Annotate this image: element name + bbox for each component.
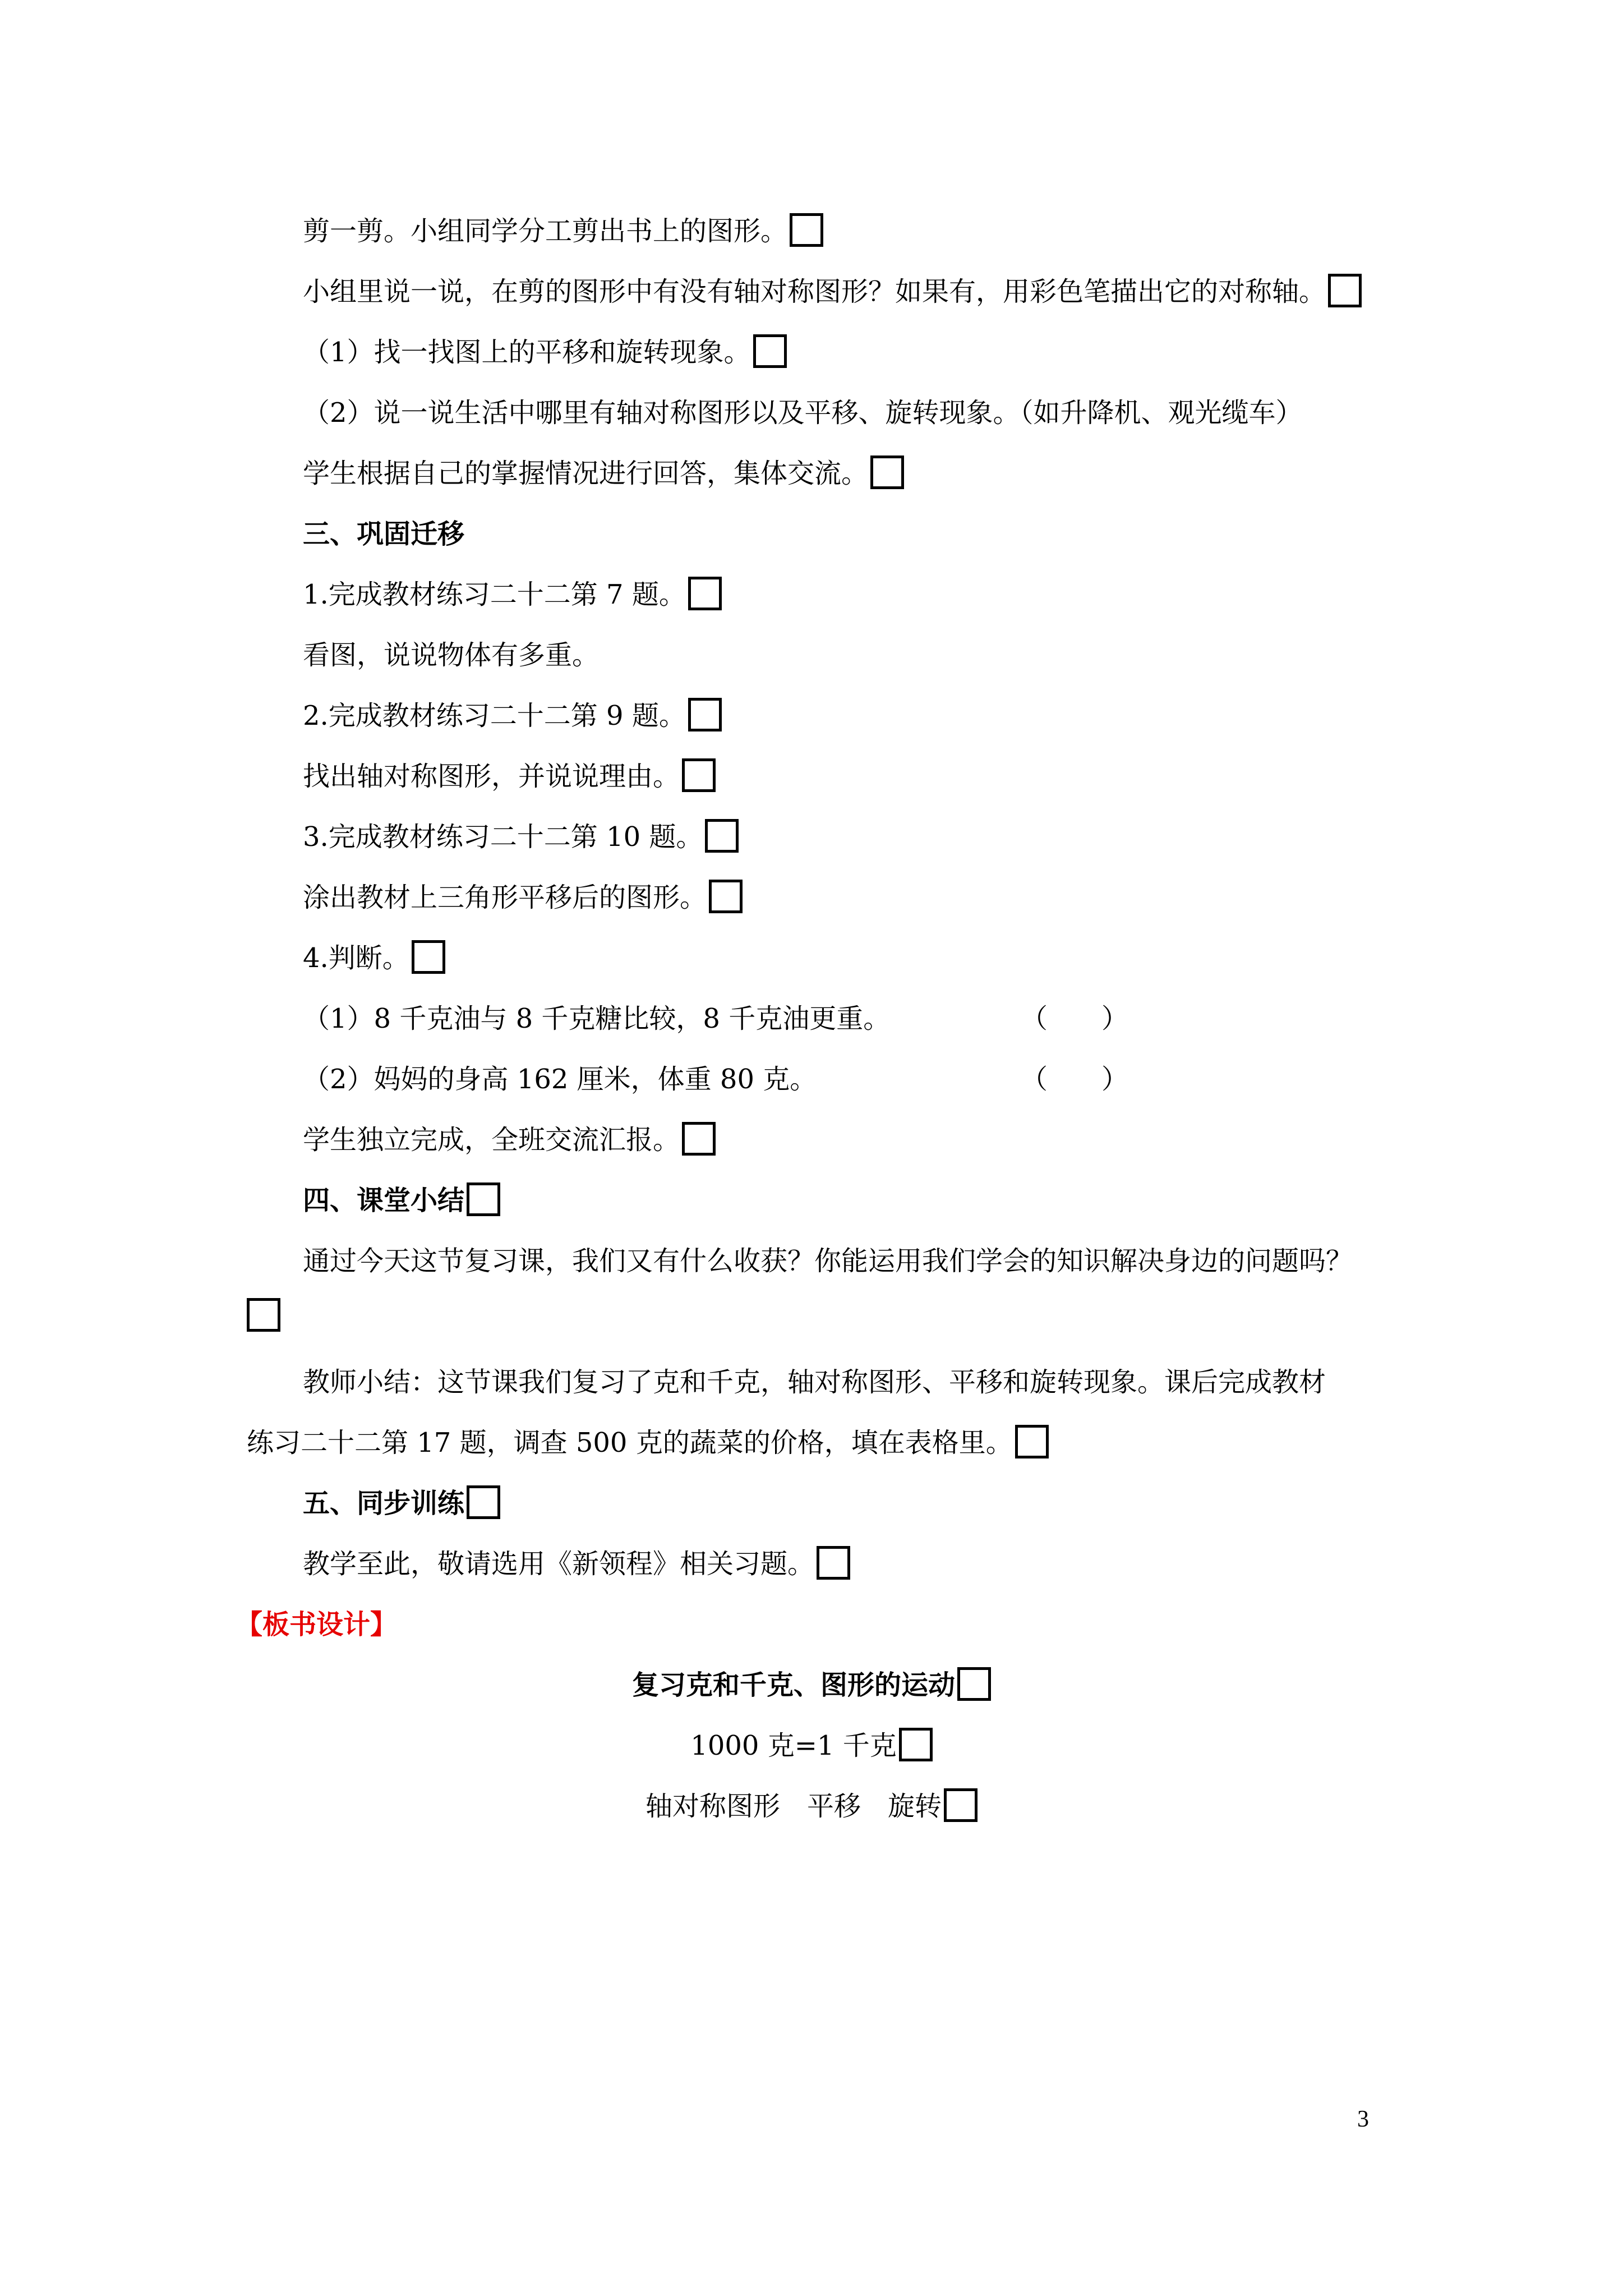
text-line: （1）找一找图上的平移和旋转现象。 xyxy=(303,334,787,370)
text-line: （2）说一说生活中哪里有轴对称图形以及平移、旋转现象。（如升降机、观光缆车） xyxy=(303,397,1303,429)
text-line: 2.完成教材练习二十二第 9 题。 xyxy=(303,698,722,734)
checkbox-square xyxy=(899,1728,933,1761)
section-heading: 五、同步训练 xyxy=(303,1485,500,1521)
text-line: 通过今天这节复习课，我们又有什么收获？你能运用我们学会的知识解决身边的问题吗？ xyxy=(303,1245,1353,1277)
checkbox-square xyxy=(412,940,445,974)
checkbox-square xyxy=(467,1485,500,1519)
text-line: 看图，说说物体有多重。 xyxy=(303,639,600,671)
checkbox-square xyxy=(682,758,716,792)
page-number: 3 xyxy=(1357,2106,1369,2132)
section-heading: 四、课堂小结 xyxy=(303,1182,500,1218)
checkbox-square xyxy=(247,1298,280,1332)
checkbox-square xyxy=(1328,274,1362,307)
text-line: 学生独立完成，全班交流汇报。 xyxy=(303,1122,716,1158)
board-title: 复习克和千克、图形的运动 xyxy=(0,1667,1623,1703)
checkbox-square xyxy=(682,1122,716,1156)
text-line: （2）妈妈的身高 162 厘米，体重 80 克。 xyxy=(303,1064,817,1095)
text-line: 3.完成教材练习二十二第 10 题。 xyxy=(303,819,739,855)
text-line: 小组里说一说，在剪的图形中有没有轴对称图形？如果有，用彩色笔描出它的对称轴。 xyxy=(303,274,1362,310)
text-line: 1.完成教材练习二十二第 7 题。 xyxy=(303,577,722,613)
text-line: （1）8 千克油与 8 千克糖比较，8 千克油更重。 xyxy=(303,1003,891,1034)
board-equation: 1000 克=1 千克 xyxy=(0,1728,1623,1764)
text-line: 练习二十二第 17 题，调查 500 克的蔬菜的价格，填在表格里。 xyxy=(247,1425,1049,1461)
checkbox-square xyxy=(817,1546,850,1580)
checkbox-square xyxy=(790,213,823,247)
checkbox-square xyxy=(709,880,743,913)
section-heading: 三、巩固迁移 xyxy=(303,518,465,550)
text-line: 教学至此，敬请选用《新领程》相关习题。 xyxy=(303,1546,850,1582)
text-line: 学生根据自己的掌握情况进行回答，集体交流。 xyxy=(303,455,904,491)
checkbox-square xyxy=(944,1788,978,1822)
text-line: 剪一剪。小组同学分工剪出书上的图形。 xyxy=(303,213,823,249)
checkbox-square xyxy=(467,1182,500,1216)
checkbox-square xyxy=(688,698,722,731)
checkbox-square xyxy=(688,577,722,610)
text-line: 找出轴对称图形，并说说理由。 xyxy=(303,758,716,794)
text-line: 教师小结：这节课我们复习了克和千克，轴对称图形、平移和旋转现象。课后完成教材 xyxy=(303,1366,1326,1398)
checkbox-square xyxy=(1015,1425,1049,1458)
answer-parentheses: （ ） xyxy=(1021,1064,1129,1095)
board-topics: 轴对称图形 平移 旋转 xyxy=(0,1788,1623,1824)
checkbox-square xyxy=(705,819,739,853)
answer-parentheses: （ ） xyxy=(1021,1003,1129,1034)
board-design-label: 【板书设计】 xyxy=(236,1609,398,1640)
checkbox-square xyxy=(957,1667,991,1701)
text-line: 4.判断。 xyxy=(303,940,445,976)
checkbox-square xyxy=(870,455,904,489)
text-line: 涂出教材上三角形平移后的图形。 xyxy=(303,880,743,915)
checkbox-square xyxy=(753,334,787,368)
